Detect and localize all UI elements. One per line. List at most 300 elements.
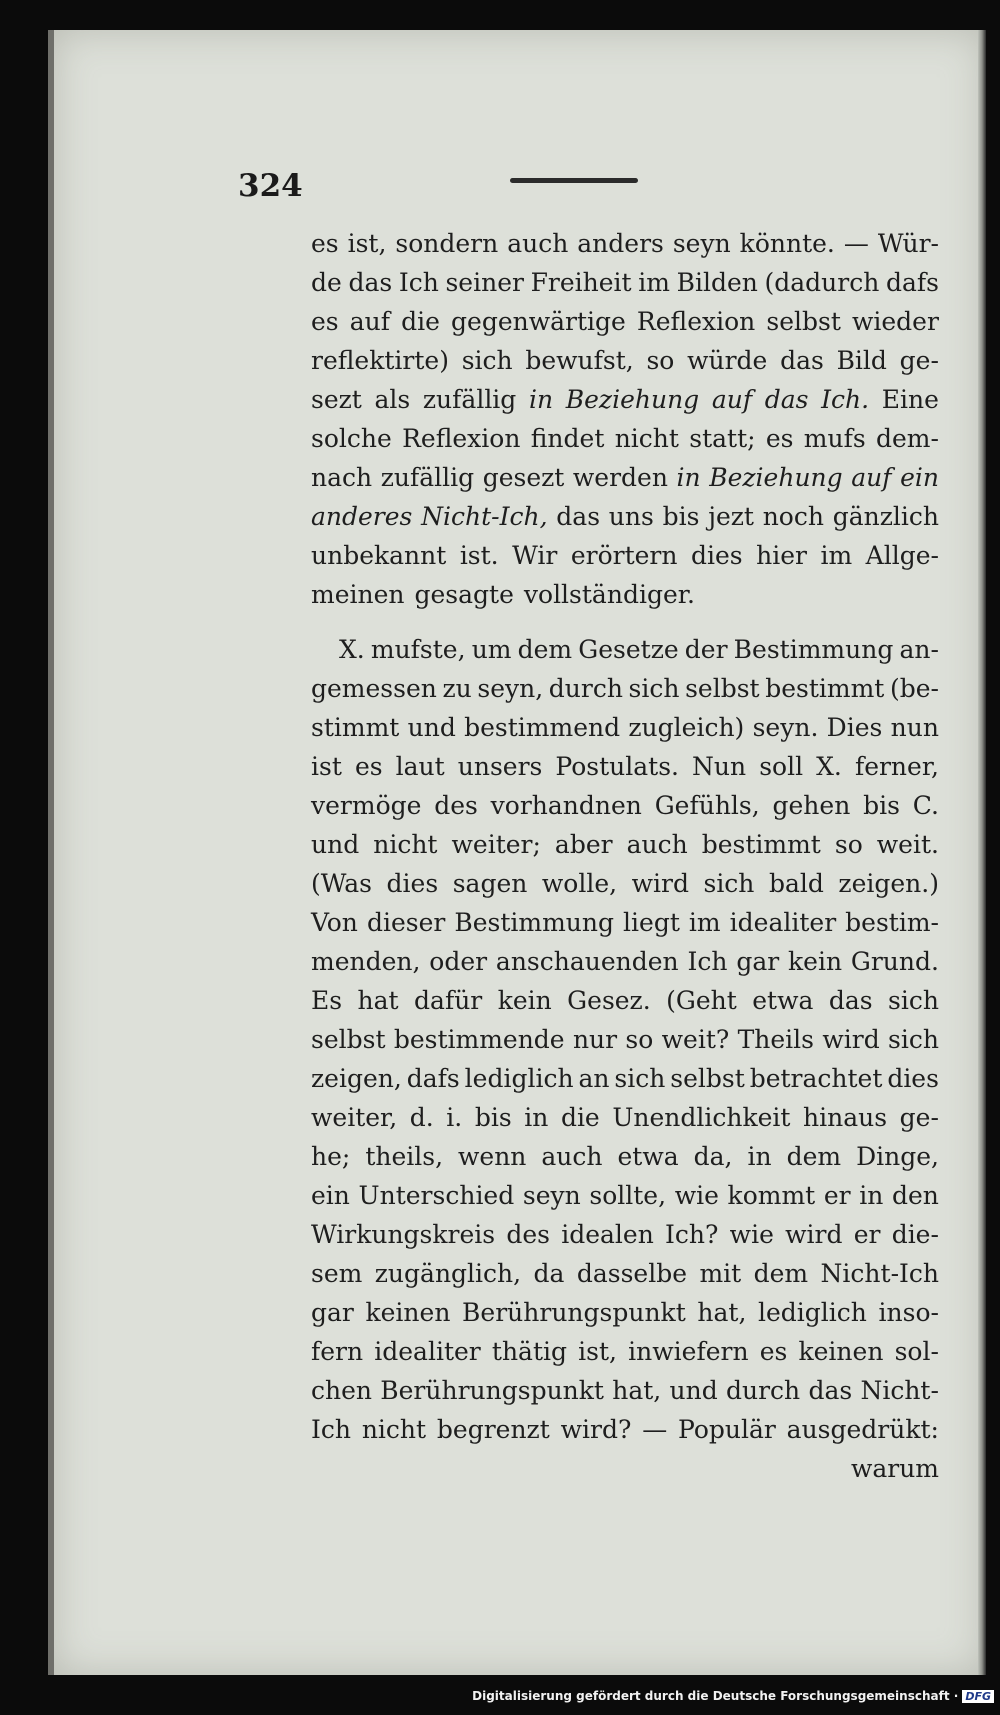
word: Bild [836, 346, 887, 375]
word: den [892, 1181, 939, 1210]
word: ausgedrükt: [786, 1415, 939, 1444]
word: bis [863, 791, 900, 820]
page-number: 324 [238, 168, 303, 204]
word: anderes [311, 502, 413, 531]
word: Unterschied [358, 1181, 515, 1210]
word: des [506, 1220, 550, 1249]
word: seyn [672, 229, 731, 258]
word: noch [762, 502, 824, 531]
word: unsers [457, 752, 543, 781]
word: (Geht [666, 986, 737, 1015]
word: Gesez. [567, 986, 651, 1015]
word: Reflexion [402, 424, 521, 453]
word: durch [548, 674, 623, 703]
line-words [311, 1293, 939, 1332]
word: Theils [737, 1025, 815, 1054]
word: bestimmende [393, 1025, 565, 1054]
word: vollständiger. [523, 580, 695, 609]
word: es [765, 424, 794, 453]
word: wenn [458, 1142, 527, 1171]
word: zeigen, [311, 1064, 402, 1093]
line-words [311, 263, 939, 302]
word: i. [446, 1103, 463, 1132]
text-line [311, 1254, 939, 1293]
word: zugänglich, [374, 1259, 522, 1288]
word: Populär [678, 1415, 776, 1444]
word: Ich [687, 947, 728, 976]
text-line [311, 708, 939, 747]
word: bis [662, 502, 700, 531]
word: dasselbe [576, 1259, 688, 1288]
word: die [401, 307, 440, 336]
word: sem [311, 1259, 363, 1288]
word: etwa [617, 1142, 679, 1171]
word: nun [890, 713, 939, 742]
word: bis [474, 1103, 512, 1132]
word: Berührungspunkt [380, 1376, 604, 1405]
text-line [311, 380, 939, 419]
line-words [311, 747, 939, 786]
word: seiner [445, 268, 524, 297]
text-line [311, 630, 939, 669]
word: dies [690, 541, 743, 570]
text-line [311, 1293, 939, 1332]
word: mufs [803, 424, 866, 453]
word: de [311, 268, 342, 297]
paragraph [311, 224, 939, 614]
word: Gefühls, [654, 791, 760, 820]
line-words [311, 302, 939, 341]
header-rule [510, 178, 638, 183]
word: sol- [894, 1337, 939, 1366]
text-line [311, 575, 939, 614]
word: da, [693, 1142, 733, 1171]
word: auch [626, 830, 688, 859]
word: in [528, 385, 554, 414]
word: hat, [612, 1376, 662, 1405]
body-text [311, 224, 939, 1488]
word: ist. [459, 541, 499, 570]
word: zugleich) [628, 713, 745, 742]
word: Postulats. [555, 752, 679, 781]
word: das [764, 385, 809, 414]
word: menden, [311, 947, 421, 976]
word: so [646, 346, 675, 375]
word: zu [442, 674, 472, 703]
word: in [676, 463, 701, 492]
line-words [339, 630, 939, 669]
line-words [311, 864, 939, 903]
word: dem [753, 1259, 809, 1288]
word: vermöge [311, 791, 422, 820]
word: sezt [311, 385, 362, 414]
word: sich [888, 986, 939, 1015]
word: ist, [578, 1337, 617, 1366]
word: Nicht-Ich [820, 1259, 939, 1288]
word: er [823, 1181, 851, 1210]
word: Ich? [665, 1220, 719, 1249]
word: Allge- [865, 541, 939, 570]
word: seyn [522, 1181, 581, 1210]
word: hat, [697, 1298, 747, 1327]
word: erörtern [570, 541, 678, 570]
word: gesezt [482, 463, 565, 492]
text-line [311, 942, 939, 981]
word: auch [507, 229, 569, 258]
word: das [828, 986, 873, 1015]
word: idealiter [374, 1337, 481, 1366]
line-words [311, 1059, 939, 1098]
word: dem [786, 1142, 842, 1171]
text-line [311, 302, 939, 341]
line-words [311, 981, 939, 1020]
word: seyn, [477, 674, 544, 703]
word: gesagte [414, 580, 514, 609]
word: Grund. [850, 947, 939, 976]
word: seyn. [752, 713, 819, 742]
word: selbst [311, 1025, 386, 1054]
word: auf [711, 385, 753, 414]
word: he; [311, 1142, 351, 1171]
word: nicht [373, 830, 438, 859]
word: des [434, 791, 478, 820]
text-line [311, 1137, 939, 1176]
word: (Was [311, 869, 373, 898]
word: vorhandnen [490, 791, 642, 820]
text-line [311, 1371, 939, 1410]
word: als [374, 385, 411, 414]
word: weit. [876, 830, 939, 859]
word: aber [554, 830, 613, 859]
text-line [311, 263, 939, 302]
word: im [820, 541, 853, 570]
text-line [311, 786, 939, 825]
word: fern [311, 1337, 364, 1366]
word: bestimmt [765, 674, 885, 703]
line-words [311, 825, 939, 864]
word: wird [785, 1220, 843, 1249]
word: hier [756, 541, 807, 570]
word: Nun [692, 752, 747, 781]
line-words [311, 903, 939, 942]
word: gänzlich [832, 502, 939, 531]
word: X. [816, 752, 842, 781]
word: Reflexion [636, 307, 756, 336]
word: sich [628, 674, 680, 703]
dfg-logo-icon: DFG [962, 1690, 994, 1703]
paragraphs [311, 224, 939, 1449]
word: wolle, [541, 869, 618, 898]
text-line [311, 1059, 939, 1098]
word: gemessen [311, 674, 437, 703]
word: bestim- [845, 908, 939, 937]
line-words [311, 708, 939, 747]
word: Nicht- [860, 1376, 939, 1405]
word: selbst [685, 674, 760, 703]
word: X. [339, 635, 365, 664]
word: findet [530, 424, 605, 453]
word: unbekannt [311, 541, 447, 570]
word: würde [687, 346, 768, 375]
word: es [311, 229, 339, 258]
word: so [834, 830, 863, 859]
word: weit? [661, 1025, 730, 1054]
line-words [311, 224, 939, 263]
word: dafür [414, 986, 483, 1015]
line-words [311, 1410, 939, 1449]
line-words [311, 1176, 939, 1215]
word: mufste, [370, 635, 466, 664]
word: Dinge, [856, 1142, 939, 1171]
word: ein [900, 463, 939, 492]
catchword-line [311, 1449, 939, 1488]
word: und [311, 830, 360, 859]
word: dieser [366, 908, 446, 937]
word: uns [608, 502, 654, 531]
line-words [311, 1371, 939, 1410]
word: keinen [365, 1298, 451, 1327]
word: dafs [885, 268, 939, 297]
text-line [311, 1176, 939, 1215]
text-line [311, 981, 939, 1020]
word: bald [768, 869, 824, 898]
word: ist, [347, 229, 387, 258]
word: dies [386, 869, 439, 898]
word: (be- [889, 674, 939, 703]
paragraph-gap [311, 614, 939, 630]
word: Ich [311, 1415, 351, 1444]
word: wird [631, 869, 689, 898]
word: dem- [876, 424, 939, 453]
line-words [311, 380, 939, 419]
text-line [311, 1410, 939, 1449]
word: C. [912, 791, 939, 820]
word: dem [517, 635, 573, 664]
word: sondern [395, 229, 499, 258]
word: könnte. [739, 229, 835, 258]
word: an [578, 1064, 610, 1093]
text-line [311, 1098, 939, 1137]
word: begrenzt [436, 1415, 550, 1444]
word: selbst [766, 307, 841, 336]
word: lediglich [464, 1064, 574, 1093]
word: bestimmt [701, 830, 821, 859]
line-words [311, 419, 939, 458]
word: Bestimmung [733, 635, 894, 664]
footer-text: Digitalisierung gefördert durch die Deutsche Forschungsgemeinschaft · [472, 1689, 959, 1703]
word: bewufst, [525, 346, 634, 375]
word: die [560, 1103, 600, 1132]
word: sich [703, 869, 755, 898]
text-line [311, 497, 939, 536]
word: an- [899, 635, 939, 664]
line-words [311, 575, 939, 614]
word: — [843, 229, 869, 258]
text-line [311, 1332, 939, 1371]
word: Von [311, 908, 358, 937]
word: weiter, [311, 1103, 398, 1132]
word: Dies [826, 713, 883, 742]
word: der [684, 635, 728, 664]
word: im [688, 908, 721, 937]
word: Freiheit [530, 268, 632, 297]
text-line [311, 669, 939, 708]
word: (dadurch [764, 268, 880, 297]
word: da [533, 1259, 565, 1288]
line-words [311, 1254, 939, 1293]
word: durch [726, 1376, 801, 1405]
word: und [669, 1376, 718, 1405]
word: Unendlichkeit [612, 1103, 791, 1132]
word: Ich. [821, 385, 870, 414]
word: inso- [878, 1298, 939, 1327]
line-words [311, 942, 939, 981]
word: Beziehung [565, 385, 700, 414]
word: theils, [365, 1142, 444, 1171]
word: Berührungspunkt [462, 1298, 686, 1327]
word: statt; [689, 424, 756, 453]
word: d. [409, 1103, 434, 1132]
word: das [780, 346, 824, 375]
paragraph [311, 630, 939, 1449]
word: zufällig [422, 385, 517, 414]
word: kein [497, 986, 552, 1015]
word: sagen [452, 869, 528, 898]
word: das [556, 502, 601, 531]
word: nicht [361, 1415, 427, 1444]
digitization-footer [472, 1689, 994, 1703]
line-words [311, 1332, 939, 1371]
word: mit [699, 1259, 742, 1288]
word: das [808, 1376, 853, 1405]
word: solche [311, 424, 392, 453]
word: er [853, 1220, 881, 1249]
word: Ich [398, 268, 439, 297]
word: Nicht-Ich, [421, 502, 548, 531]
word: es [354, 752, 383, 781]
word: etwa [752, 986, 814, 1015]
line-words [311, 1020, 939, 1059]
word: gar [311, 1298, 354, 1327]
word: kein [788, 947, 843, 976]
word: nicht [614, 424, 679, 453]
word: idealen [561, 1220, 654, 1249]
word: sich [888, 1025, 939, 1054]
word: ge- [899, 346, 939, 375]
word: lediglich [758, 1298, 867, 1327]
word: stimmt [311, 713, 400, 742]
word: meinen [311, 580, 405, 609]
word: jezt [708, 502, 754, 531]
word: um [471, 635, 512, 664]
word: wieder [851, 307, 939, 336]
word: Eine [881, 385, 939, 414]
text-line [311, 1020, 939, 1059]
word: zeigen.) [838, 869, 939, 898]
word: betrachtet [749, 1064, 883, 1093]
word: Beziehung [709, 463, 843, 492]
line-words [311, 1137, 939, 1176]
word: nur [572, 1025, 618, 1054]
word: ferner, [854, 752, 939, 781]
text-line [311, 419, 939, 458]
word: keinen [798, 1337, 884, 1366]
word: hinaus [803, 1103, 888, 1132]
line-words [311, 458, 939, 497]
word: gehen [772, 791, 851, 820]
word: chen [311, 1376, 372, 1405]
word: gar [736, 947, 780, 976]
word: reflektirte) [311, 346, 449, 375]
word: hat [357, 986, 399, 1015]
word: ein [311, 1181, 350, 1210]
word: nach [311, 463, 373, 492]
word: Wür- [877, 229, 939, 258]
word: Wirkungskreis [311, 1220, 496, 1249]
word: wird [822, 1025, 880, 1054]
word: das [348, 268, 393, 297]
word: es [311, 307, 339, 336]
catchword: warum [850, 1454, 939, 1483]
word: wie [674, 1181, 719, 1210]
word: liegt [623, 908, 680, 937]
text-line [311, 903, 939, 942]
word: in [859, 1181, 884, 1210]
word: ist [311, 752, 342, 781]
word: soll [759, 752, 804, 781]
word: Wir [512, 541, 558, 570]
word: anschauenden [495, 947, 679, 976]
word: zufällig [380, 463, 475, 492]
word: oder [429, 947, 488, 976]
word: selbst [670, 1064, 745, 1093]
word: anders [577, 229, 664, 258]
line-words [311, 536, 939, 575]
word: auf [851, 463, 892, 492]
word: wird? [560, 1415, 632, 1444]
line-words [311, 497, 939, 536]
line-words [311, 786, 939, 825]
word: auf [349, 307, 390, 336]
word: im [638, 268, 670, 297]
word: Es [311, 986, 343, 1015]
text-line [311, 747, 939, 786]
line-words [311, 341, 939, 380]
word: sich [614, 1064, 666, 1093]
word: ge- [899, 1103, 939, 1132]
word: dafs [406, 1064, 460, 1093]
word: in [747, 1142, 772, 1171]
word: gegenwärtige [451, 307, 626, 336]
text-line [311, 864, 939, 903]
line-words [311, 1098, 939, 1137]
word: die- [891, 1220, 939, 1249]
word: idealiter [729, 908, 837, 937]
text-line [311, 341, 939, 380]
word: dies [887, 1064, 939, 1093]
word: bestimmend [464, 713, 621, 742]
word: kommt [727, 1181, 816, 1210]
word: sich [461, 346, 513, 375]
word: und [407, 713, 456, 742]
word: thätig [491, 1337, 568, 1366]
word: inwiefern [628, 1337, 749, 1366]
word: Gesetze [578, 635, 679, 664]
text-line [311, 536, 939, 575]
word: laut [395, 752, 445, 781]
word: es [759, 1337, 788, 1366]
text-line [311, 224, 939, 263]
